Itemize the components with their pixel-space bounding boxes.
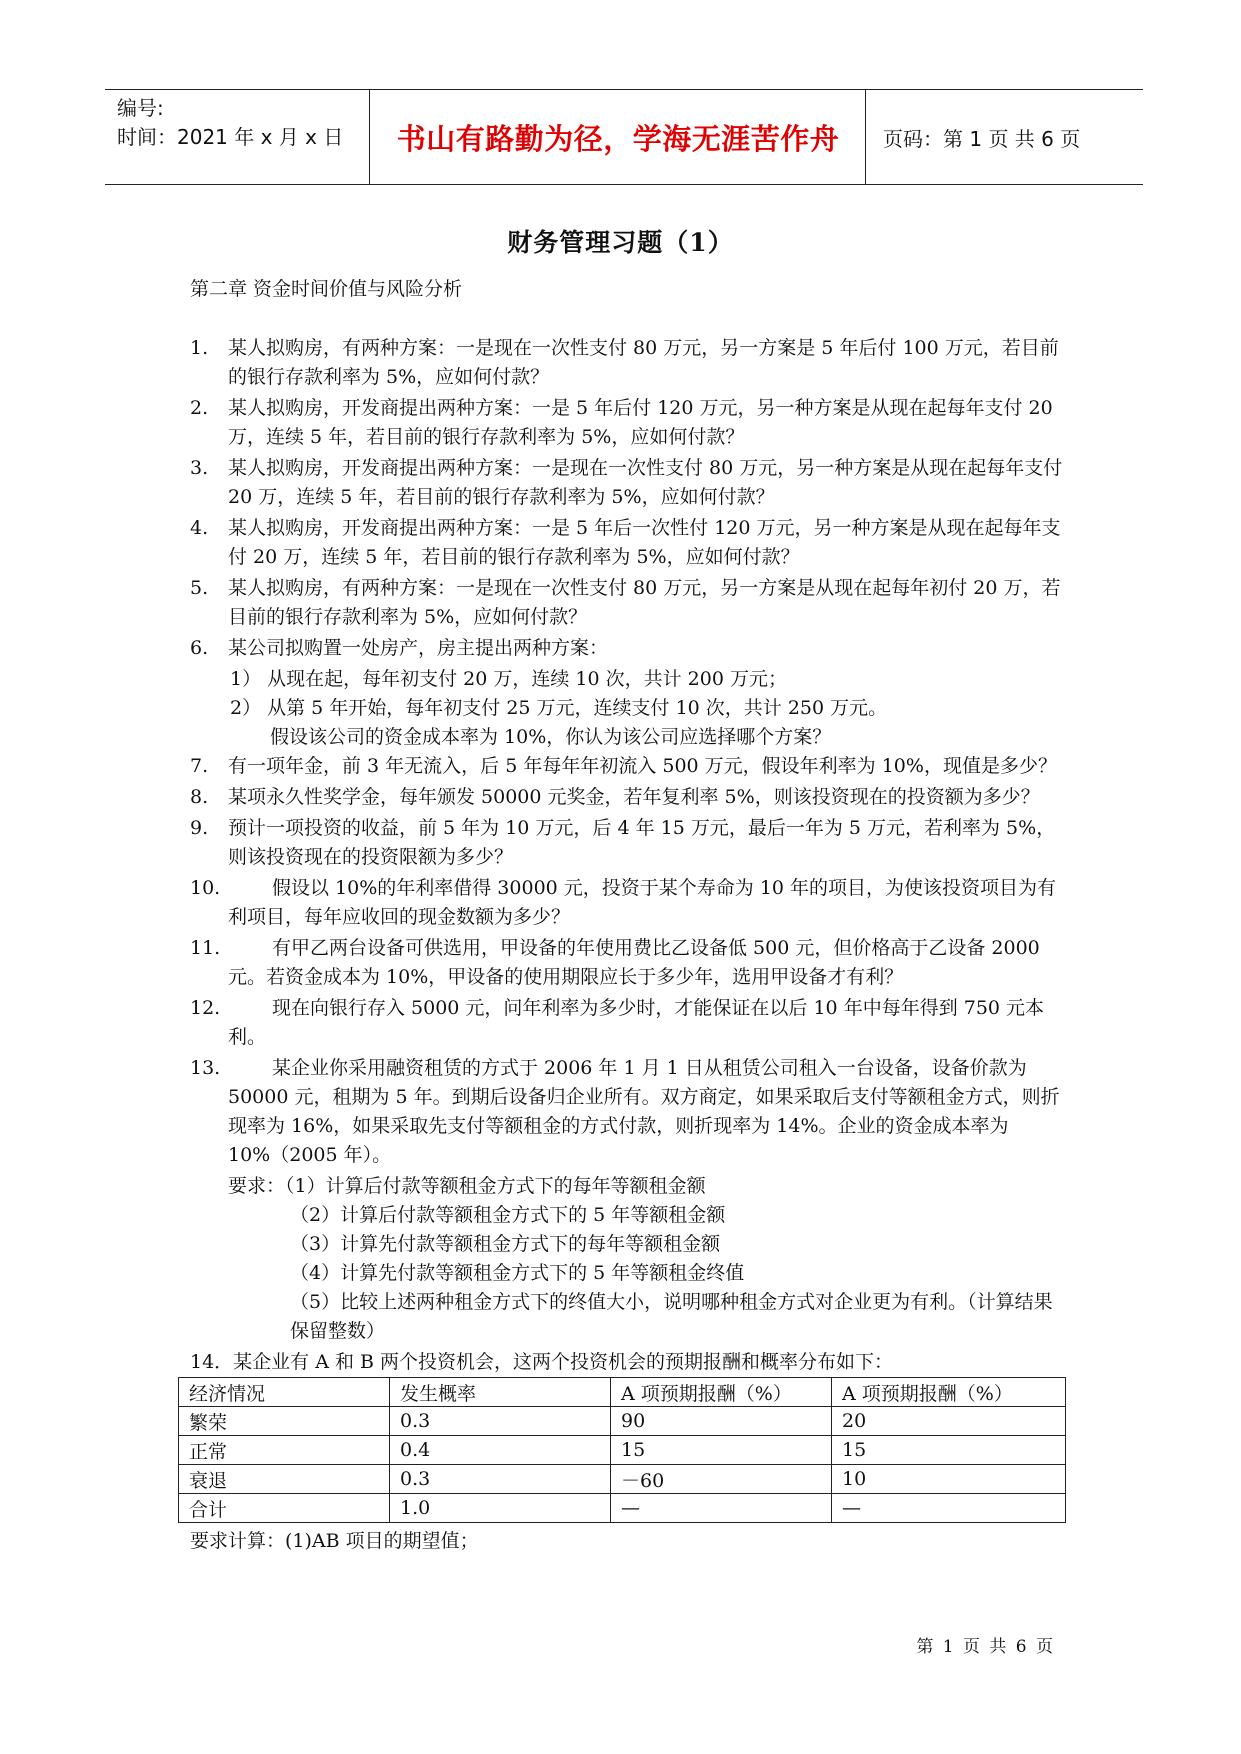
probability-table: [178, 1377, 1066, 1523]
document-header: [105, 89, 1143, 185]
table-cell: 正常: [179, 1436, 390, 1465]
table-cell: 0.3: [390, 1407, 611, 1436]
question-number: 7.: [190, 755, 209, 777]
question-text: 某人拟购房，有两种方案：一是现在一次性支付 80 万元，另一方案是 5 年后付 100 万元，若目前的银行存款利率为 5%，应如何付款？: [228, 337, 1059, 388]
question-text: 某人拟购房，开发商提出两种方案：一是 5 年后付 120 万元，另一种方案是从现在起每年支付 20 万，连续 5 年，若目前的银行存款利率为 5%，应如何付款？: [228, 397, 1053, 448]
table-cell: 15: [611, 1436, 832, 1465]
time-label: 时间：2021 年 x 月 x 日: [117, 125, 344, 149]
question-item: [190, 574, 1070, 632]
question-number: 13.: [190, 1057, 221, 1079]
question-text: 假设以 10%的年利率借得 30000 元，投资于某个寿命为 10 年的项目，为使该投资项目为有利项目，每年应收回的现金数额为多少？: [228, 877, 1057, 928]
question-text: 某人拟购房，有两种方案：一是现在一次性支付 80 万元，另一方案是从现在起每年初付 20 万，若目前的银行存款利率为 5%，应如何付款？: [228, 577, 1061, 628]
question-item: [190, 874, 1070, 932]
table-header-cell: A 项预期报酬（%）: [611, 1378, 832, 1407]
table-row: [179, 1436, 1066, 1465]
question-number: 2.: [190, 397, 209, 419]
q13-requirement: 要求：（1）计算后付款等额租金方式下的每年等额租金额: [228, 1175, 706, 1197]
q13-requirement: （4）计算先付款等额租金方式下的 5 年等额租金终值: [290, 1262, 745, 1284]
page-title: 财务管理习题（1）: [507, 228, 734, 257]
question-number: 4.: [190, 517, 209, 539]
table-header-cell: 经济情况: [179, 1378, 390, 1407]
question-text: 某项永久性奖学金，每年颁发 50000 元奖金，若年复利率 5%，则该投资现在的投资额为多少？: [228, 786, 1040, 808]
table-cell: 1.0: [390, 1494, 611, 1523]
table-row: [179, 1407, 1066, 1436]
table-cell: 衰退: [179, 1465, 390, 1494]
header-info: [117, 94, 357, 152]
q13-requirement: （3）计算先付款等额租金方式下的每年等额租金额: [290, 1233, 721, 1255]
q6-note: 假设该公司的资金成本率为 10%，你认为该公司应选择哪个方案？: [270, 726, 832, 748]
question-number: 5.: [190, 577, 209, 599]
header-divider: [369, 90, 370, 184]
header-motto: 书山有路勤为径，学海无涯苦作舟: [396, 121, 840, 156]
table-cell: 10: [832, 1465, 1066, 1494]
table-header-cell: 发生概率: [390, 1378, 611, 1407]
question-text: 有甲乙两台设备可供选用，甲设备的年使用费比乙设备低 500 元，但价格高于乙设备 2000 元。若资金成本为 10%，甲设备的使用期限应长于多少年，选用甲设备才有利？: [228, 937, 1040, 988]
question-text: 预计一项投资的收益，前 5 年为 10 万元，后 4 年 15 万元，最后一年为 5 万元，若利率为 5%，则该投资现在的投资限额为多少？: [228, 817, 1056, 868]
question-number: 3.: [190, 457, 209, 479]
table-cell: —: [832, 1494, 1066, 1523]
header-divider: [865, 90, 866, 184]
table-cell: 20: [832, 1407, 1066, 1436]
question-text: 某企业你采用融资租赁的方式于 2006 年 1 月 1 日从租赁公司租入一台设备，设备价款为 50000 元，租期为 5 年。到期后设备归企业所有。双方商定，如果采取后支付等额租金方式，则折现率为 16%，如果采取先支付等额租金的方式付款，则折现率为 14%。企业的资金成本率为 10%（2005 年）。: [228, 1057, 1060, 1166]
question-text: 某人拟购房，开发商提出两种方案：一是现在一次性支付 80 万元，另一种方案是从现在起每年支付 20 万，连续 5 年，若目前的银行存款利率为 5%，应如何付款？: [228, 457, 1063, 508]
question-list: [190, 334, 1070, 1557]
q6-option: 2） 从第 5 年开始，每年初支付 25 万元，连续支付 10 次，共计 250 万元。: [230, 697, 888, 719]
question-number: 12.: [190, 997, 221, 1019]
question-number: 8.: [190, 786, 209, 808]
question-item: [190, 514, 1070, 572]
question-item: [190, 994, 1070, 1052]
chapter-heading: 第二章 资金时间价值与风险分析: [190, 278, 463, 300]
question-item: [190, 394, 1070, 452]
page-footer: 第 1 页 共 6 页: [916, 1637, 1055, 1657]
question-14-requirement: 要求计算：(1)AB 项目的期望值；: [190, 1530, 479, 1552]
question-14-text: 14．某企业有 A 和 B 两个投资机会，这两个投资机会的预期报酬和概率分布如下：: [190, 1351, 894, 1373]
question-item: [190, 783, 1070, 812]
question-item: [190, 814, 1070, 872]
question-item: [190, 454, 1070, 512]
table-row: [179, 1465, 1066, 1494]
question-number: 11.: [190, 937, 221, 959]
table-cell: 15: [832, 1436, 1066, 1465]
header-page-label: 页码：第 1 页 共 6 页: [883, 126, 1081, 151]
question-number: 1.: [190, 337, 209, 359]
question-item: [190, 934, 1070, 992]
question-item: [190, 752, 1070, 781]
serial-label: 编号:: [117, 96, 164, 120]
table-row: [179, 1494, 1066, 1523]
question-text: 某人拟购房，开发商提出两种方案：一是 5 年后一次性付 120 万元，另一种方案是从现在起每年支付 20 万，连续 5 年，若目前的银行存款利率为 5%，应如何付款？: [228, 517, 1061, 568]
question-item: [190, 334, 1070, 392]
question-item: [190, 1054, 1070, 1170]
question-text: 现在向银行存入 5000 元，问年利率为多少时，才能保证在以后 10 年中每年得到 750 元本利。: [228, 997, 1045, 1048]
q6-option: 1） 从现在起，每年初支付 20 万，连续 10 次，共计 200 万元；: [230, 668, 787, 690]
table-cell: 合计: [179, 1494, 390, 1523]
table-cell: 0.3: [390, 1465, 611, 1494]
question-number: 6.: [190, 637, 209, 659]
q13-requirement: （5）比较上述两种租金方式下的终值大小，说明哪种租金方式对企业更为有利。（计算结果保留整数）: [290, 1291, 1053, 1342]
question-number: 9.: [190, 817, 209, 839]
question-number: 10.: [190, 877, 221, 899]
table-cell: 0.4: [390, 1436, 611, 1465]
table-header-cell: A 项预期报酬（%）: [832, 1378, 1066, 1407]
table-cell: 90: [611, 1407, 832, 1436]
question-text: 某公司拟购置一处房产，房主提出两种方案：: [228, 637, 609, 659]
table-cell: —: [611, 1494, 832, 1523]
question-item: [190, 634, 1070, 663]
question-text: 有一项年金，前 3 年无流入，后 5 年每年年初流入 500 万元，假设年利率为 10%，现值是多少？: [228, 755, 1057, 777]
table-header-row: [179, 1378, 1066, 1407]
table-cell: －60: [611, 1465, 832, 1494]
table-cell: 繁荣: [179, 1407, 390, 1436]
q13-requirement: （2）计算后付款等额租金方式下的 5 年等额租金额: [290, 1204, 726, 1226]
